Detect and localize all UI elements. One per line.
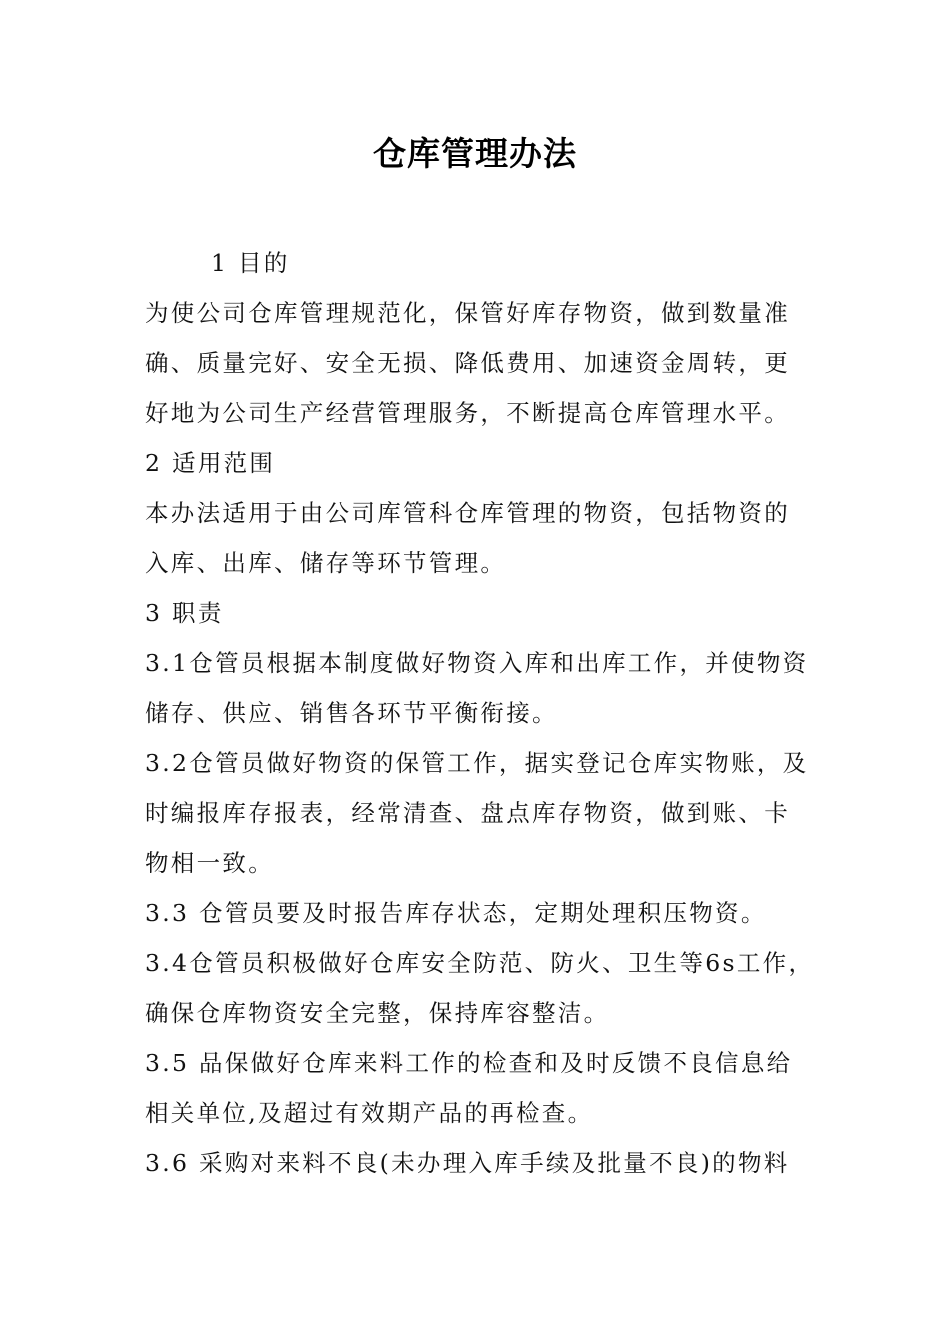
paragraph-line: 确保仓库物资安全完整，保持库容整洁。 [145,999,610,1027]
section-heading-scope: 2 适用范围 [145,449,276,477]
paragraph-line: 3.5 品保做好仓库来料工作的检查和及时反馈不良信息给 [145,1049,793,1077]
paragraph-line: 确、质量完好、安全无损、降低费用、加速资金周转，更 [145,349,790,377]
paragraph-line: 3.4仓管员积极做好仓库安全防范、防火、卫生等6s工作， [145,949,815,977]
paragraph-line: 储存、供应、销售各环节平衡衔接。 [145,699,558,727]
paragraph-line: 物相一致。 [145,849,274,877]
paragraph-line: 3.1仓管员根据本制度做好物资入库和出库工作，并使物资 [145,649,809,677]
paragraph-line: 好地为公司生产经营管理服务，不断提高仓库管理水平。 [145,399,790,427]
document-body [145,238,835,1188]
paragraph-line: 本办法适用于由公司库管科仓库管理的物资，包括物资的 [145,499,790,527]
paragraph-line: 时编报库存报表，经常清查、盘点库存物资，做到账、卡 [145,799,790,827]
paragraph-line: 入库、出库、储存等环节管理。 [145,549,507,577]
paragraph-line: 3.6 采购对来料不良(未办理入库手续及批量不良)的物料 [145,1149,790,1177]
section-heading-purpose: 1 目的 [211,249,290,277]
paragraph-line: 3.2仓管员做好物资的保管工作，据实登记仓库实物账，及 [145,749,809,777]
paragraph-line: 为使公司仓库管理规范化，保管好库存物资，做到数量准 [145,299,790,327]
paragraph-line: 3.3 仓管员要及时报告库存状态，定期处理积压物资。 [145,899,767,927]
section-heading-duties: 3 职责 [145,599,224,627]
paragraph-line: 相关单位,及超过有效期产品的再检查。 [145,1099,594,1127]
document-title: 仓库管理办法 [373,134,577,173]
